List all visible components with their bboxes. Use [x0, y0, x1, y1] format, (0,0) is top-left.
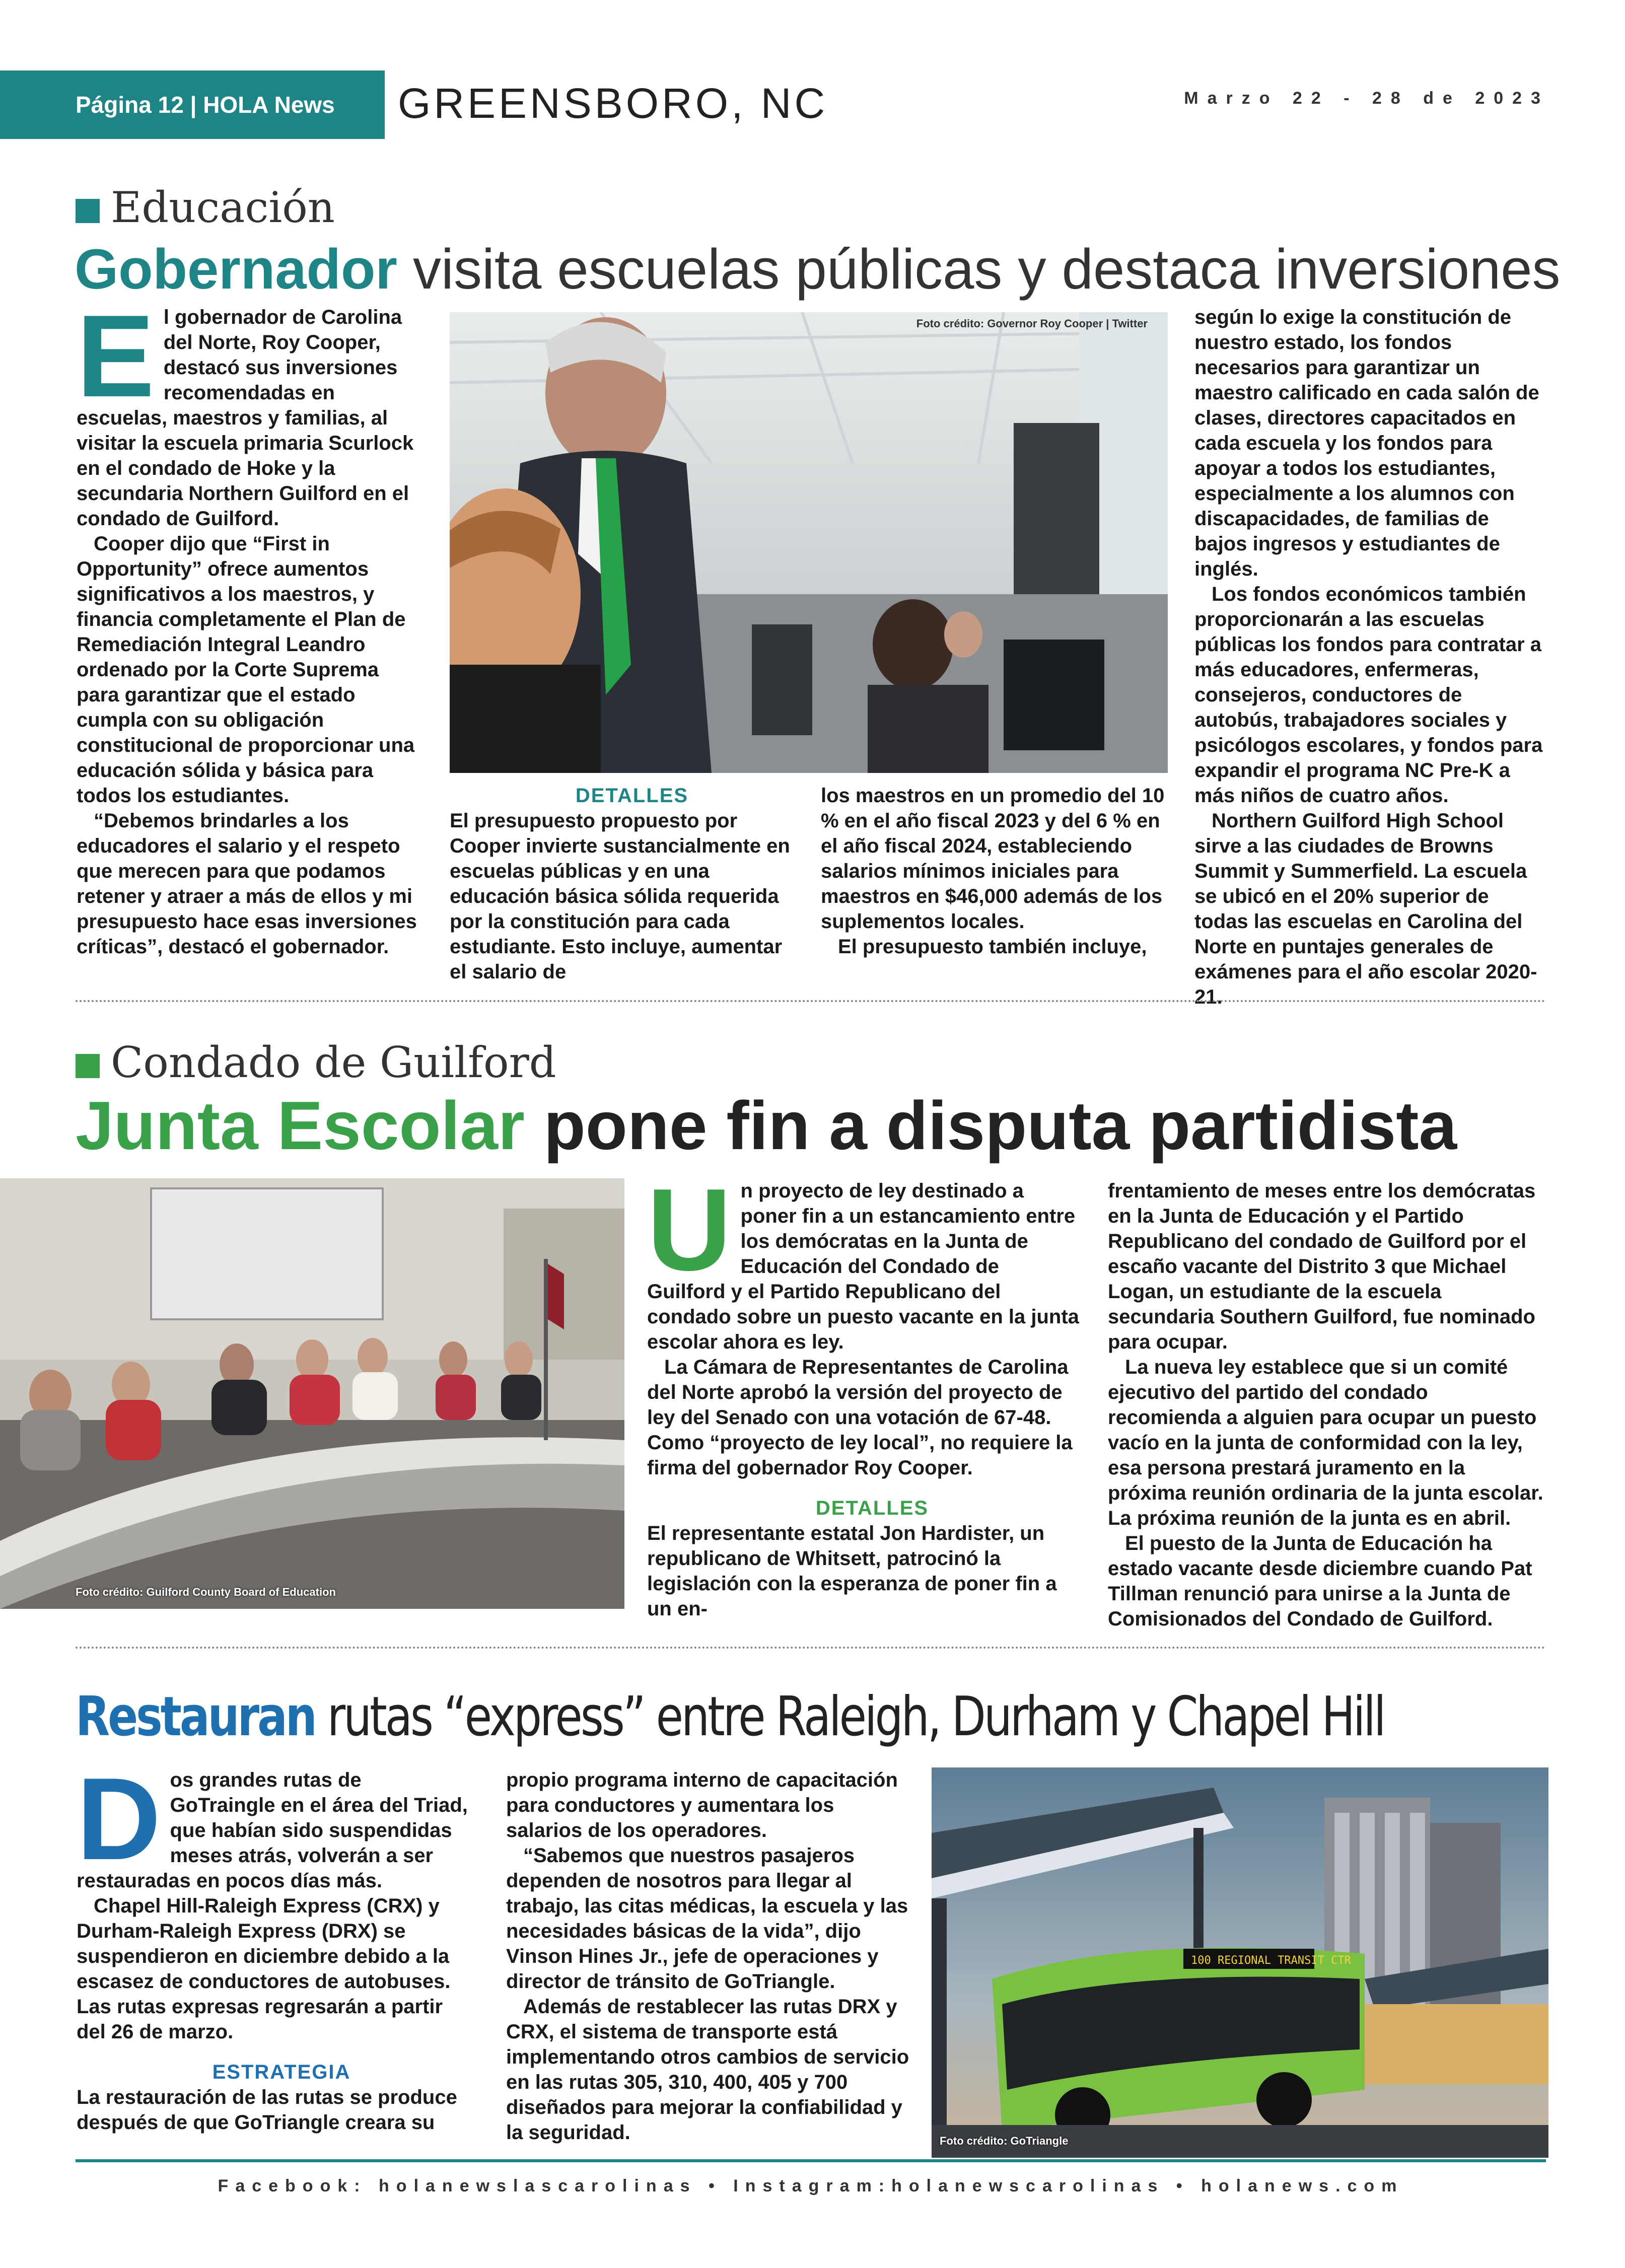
headline-bold: Restauran — [76, 1685, 315, 1748]
photo-credit: Foto crédito: Guilford County Board of Education — [76, 1586, 336, 1598]
paragraph: La nueva ley establece que si un comité ejecutivo del partido del condado recomienda a alguien para ocupar un puesto vacío en la junta de conformidad con la ley, esa persona prestará juramento en la próxima reunión ordinaria de la junta escolar. La próxima reunión de la junta es en abril. — [1108, 1356, 1543, 1529]
article3-column1 — [77, 1754, 469, 2135]
page-label: Página 12 | HOLA News — [0, 70, 385, 139]
headline-bold: Gobernador — [75, 238, 397, 301]
article1-column2 — [450, 783, 797, 984]
subhead: ESTRATEGIA — [212, 2061, 351, 2083]
paragraph: propio programa interno de capacitación para conductores y aumentara los salarios de los operadores. — [506, 1769, 898, 1841]
footer-social-links: Facebook: holanewslascarolinas • Instagram:holanewscarolinas • holanews.com — [218, 2176, 1404, 2195]
paragraph: El presupuesto también incluye, — [838, 936, 1147, 958]
photo-credit: Foto crédito: Governor Roy Cooper | Twitter — [916, 317, 1148, 330]
footer-rule — [76, 2159, 1546, 2162]
subhead: DETALLES — [815, 1497, 929, 1519]
headline-rest: visita escuelas públicas y destaca inversiones — [397, 238, 1561, 301]
drop-cap: E — [77, 291, 155, 421]
photo-credit: Foto crédito: GoTriangle — [940, 2135, 1069, 2147]
photo-school-board — [0, 1178, 624, 1609]
section-square-icon — [76, 199, 100, 223]
drop-cap: U — [647, 1165, 732, 1295]
article1-column4 — [1194, 305, 1544, 1010]
city-label: GREENSBORO, NC — [398, 80, 828, 127]
headline-article1 — [75, 237, 1561, 302]
subhead: DETALLES — [575, 785, 689, 807]
paragraph: El presupuesto propuesto por Cooper invierte sustancialmente en escuelas públicas y en una educación básica sólida requerida por la constitución para cada estudiante. Esto incluye, aumentar el salario de — [450, 810, 790, 983]
issue-date: Marzo 22 - 28 de 2023 — [1184, 89, 1549, 108]
headline-article2 — [76, 1088, 1457, 1163]
article1-column3 — [821, 783, 1168, 959]
headline-bold: Junta Escolar — [76, 1087, 525, 1164]
paragraph: La Cámara de Representantes de Carolina del Norte aprobó la versión del proyecto de ley del Senado con una votación de 67-48. Como “proyecto de ley local”, no requiere la firma del gobernador Roy Cooper. — [647, 1356, 1073, 1479]
paragraph: os grandes rutas de GoTraingle en el área del Triad, que habían sido suspendidas meses atrás, volverán a ser restauradas en pocos días más. — [77, 1769, 468, 1892]
divider — [76, 1647, 1546, 1649]
paragraph: Cooper dijo que “First in Opportunity” ofrece aumentos significativos a los maestros, y financia completamente el Plan de Remediación Integral Leandro ordenado por la Corte Suprema para garantizar que el estado cumpla con su obligación constitucional de proporcionar una educación sólida y básica para todos los estudiantes. — [77, 533, 415, 807]
paragraph: La restauración de las rutas se produce después de que GoTriangle creara su — [77, 2086, 457, 2134]
bus-destination-sign: 100 REGIONAL TRANSIT CTR — [1191, 1954, 1351, 1967]
section-title: Educación — [111, 183, 335, 232]
paragraph: los maestros en un promedio del 10 % en el año fiscal 2023 y del 6 % en el año fiscal 2024, estableciendo salarios mínimos iniciales para maestros en $46,000 además de los suplementos locales. — [821, 785, 1165, 933]
classroom-photo — [450, 312, 1168, 773]
paragraph: “Sabemos que nuestros pasajeros dependen de nosotros para llegar al trabajo, las citas médicas, la escuela y las necesidades básicas de la vida”, dijo Vinson Hines Jr., jefe de operaciones y director de tránsito de GoTriangle. — [506, 1845, 908, 1993]
paragraph: Chapel Hill-Raleigh Express (CRX) y Durham-Raleigh Express (DRX) se suspendieron en diciembre debido a la escasez de conductores de autobuses. Las rutas expresas regresarán a partir del 26 de marzo. — [77, 1895, 451, 2043]
photo-gotriangle-bus — [932, 1767, 1548, 2158]
board-meeting-photo — [0, 1178, 624, 1609]
paragraph: El puesto de la Junta de Educación ha estado vacante desde diciembre cuando Pat Tillman renunció para unirse a la Junta de Comisionados del Condado de Guilford. — [1108, 1532, 1532, 1630]
divider — [76, 1000, 1546, 1002]
photo-governor-classroom — [450, 312, 1168, 773]
headline-article3 — [76, 1684, 1384, 1750]
bus-photo — [932, 1767, 1548, 2158]
article2-column2 — [1108, 1178, 1546, 1632]
paragraph: El representante estatal Jon Hardister, un republicano de Whitsett, patrocinó la legislación con la esperanza de poner fin a un en- — [647, 1522, 1057, 1620]
section-title: Condado de Guilford — [111, 1038, 556, 1087]
article1-column1 — [77, 291, 421, 959]
paragraph: l gobernador de Carolina del Norte, Roy Cooper, destacó sus inversiones recomendadas en escuelas, maestros y familias, al visitar la escuela primaria Scurlock en el condado de Hoke y la secundaria Northern Guilford en el condado de Guilford. — [77, 306, 414, 530]
paragraph: n proyecto de ley destinado a poner fin a un estancamiento entre los demócratas en la Junta de Educación del Condado de Guilford y el Partido Republicano del condado sobre un puesto vacante en la junta escolar ahora es ley. — [647, 1180, 1079, 1353]
headline-rest: pone fin a disputa partidista — [524, 1087, 1457, 1164]
section-square-icon — [76, 1054, 100, 1078]
paragraph: frentamiento de meses entre los demócratas en la Junta de Educación y el Partido Republicano del condado de Guilford por el escaño vacante del Distrito 3 que Michael Logan, un estudiante de la escuela secundaria Southern Guilford, fue nominado para ocupar. — [1108, 1180, 1536, 1353]
article3-column2 — [506, 1767, 914, 2145]
headline-rest: rutas “express” entre Raleigh, Durham y Chapel Hill — [315, 1685, 1384, 1748]
section-label-guilford — [76, 1037, 556, 1088]
paragraph: Los fondos económicos también proporcionarán a las escuelas públicas los fondos para contratar a más educadores, enfermeras, consejeros, conductores de autobús, trabajadores sociales y psicólogos escolares, y fondos para expandir el programa NC Pre-K a más niños de cuatro años. — [1194, 583, 1543, 807]
paragraph: según lo exige la constitución de nuestro estado, los fondos necesarios para garantizar un maestro calificado en cada salón de clases, directores capacitados en cada escuela y los fondos para apoyar a todos los estudiantes, especialmente a los alumnos con discapacidades, de familias de bajos ingresos y estudiantes de inglés. — [1194, 306, 1539, 580]
section-label-educacion — [76, 182, 335, 233]
drop-cap: D — [77, 1754, 161, 1884]
paragraph: Además de restablecer las rutas DRX y CRX, el sistema de transporte está implementando otros cambios de servicio en las rutas 305, 310, 400, 405 y 700 diseñados para mejorar la confiabilidad y la seguridad. — [506, 1996, 909, 2144]
paragraph: Northern Guilford High School sirve a las ciudades de Browns Summit y Summerfield. La escuela se ubicó en el 20% superior de todas las escuelas en Carolina del Norte en puntajes generales de exámenes para el año escolar 2020-21. — [1194, 810, 1537, 1008]
article2-column1 — [647, 1165, 1080, 1621]
paragraph: “Debemos brindarles a los educadores el salario y el respeto que merecen para que podamos retener y atraer a más de ellos y mi presupuesto hace esas inversiones críticas”, destacó el gobernador. — [77, 810, 417, 958]
